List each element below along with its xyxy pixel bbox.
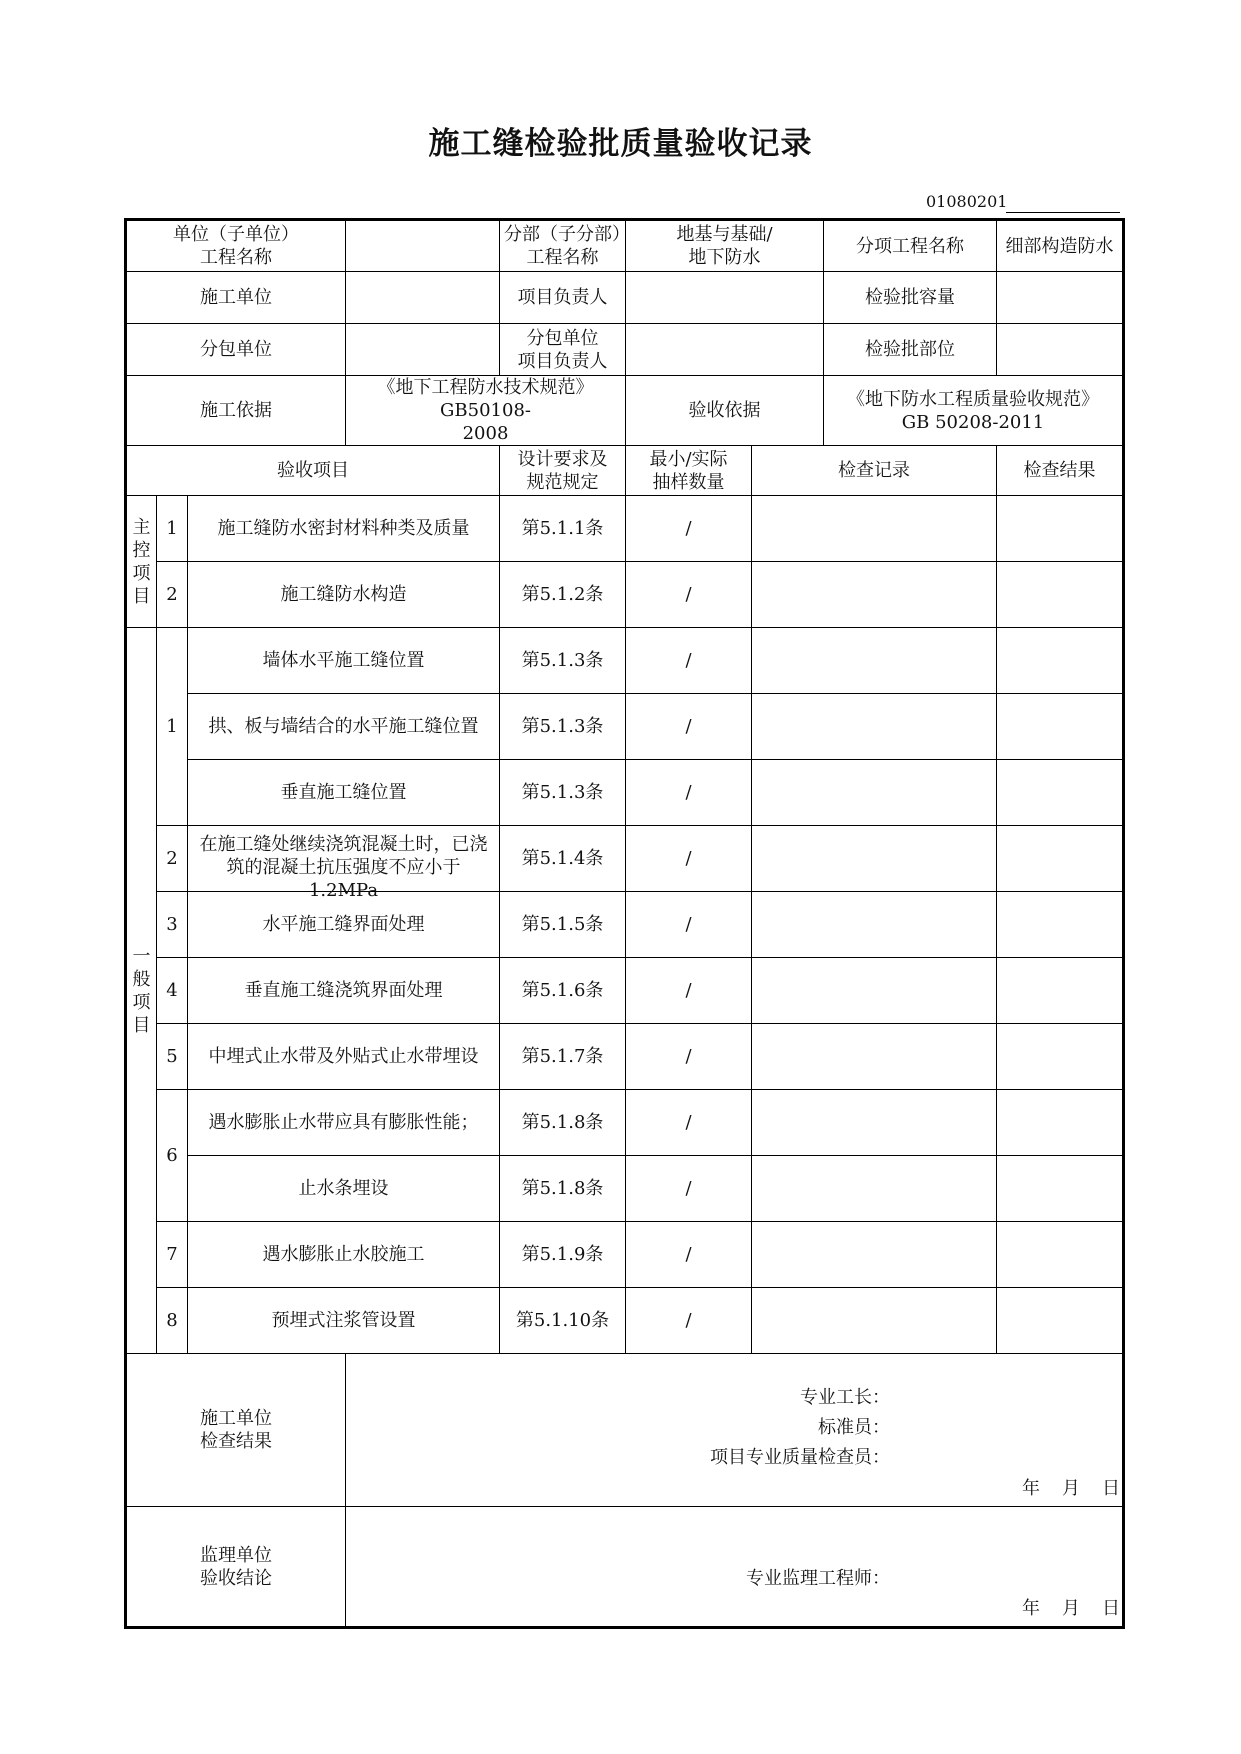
- table-row: [126, 694, 1124, 760]
- item-sample: /: [626, 694, 752, 760]
- table-row: [126, 1090, 1124, 1156]
- supervisor-check-row: [126, 1507, 1124, 1628]
- item-sample: /: [626, 496, 752, 562]
- header-row-2: [126, 272, 1124, 324]
- item-number: 8: [157, 1288, 188, 1354]
- general-group-label: 一 般 项 目: [126, 628, 157, 1354]
- subcontractor-manager-value[interactable]: [626, 324, 824, 376]
- item-result[interactable]: [997, 694, 1124, 760]
- subcontractor-value[interactable]: [346, 324, 500, 376]
- batch-capacity-value[interactable]: [997, 272, 1124, 324]
- item-clause: 第5.1.3条: [500, 694, 626, 760]
- item-sample: /: [626, 1222, 752, 1288]
- item-sample: /: [626, 628, 752, 694]
- item-result[interactable]: [997, 1222, 1124, 1288]
- table-row: [126, 826, 1124, 892]
- supervisor-check-area[interactable]: [346, 1507, 1124, 1628]
- item-sample: /: [626, 826, 752, 892]
- supervisor-check-label: 监理单位 验收结论: [126, 1507, 346, 1628]
- item-description: 垂直施工缝位置: [188, 760, 500, 826]
- item-result[interactable]: [997, 496, 1124, 562]
- item-sample: /: [626, 760, 752, 826]
- batch-location-value[interactable]: [997, 324, 1124, 376]
- contractor-check-label: 施工单位 检查结果: [126, 1354, 346, 1507]
- contractor-value[interactable]: [346, 272, 500, 324]
- col-acceptance-item: 验收项目: [126, 446, 500, 496]
- item-clause: 第5.1.2条: [500, 562, 626, 628]
- item-record[interactable]: [752, 826, 997, 892]
- standard-officer-label: 标准员：: [818, 1417, 891, 1438]
- form-code-underline: [1006, 212, 1120, 213]
- foreman-signature-label: 专业工长：: [800, 1387, 891, 1408]
- sub-item-name-label: 分项工程名称: [824, 220, 997, 272]
- item-clause: 第5.1.3条: [500, 760, 626, 826]
- item-result[interactable]: [997, 562, 1124, 628]
- item-number: 2: [157, 562, 188, 628]
- header-row-1: [126, 220, 1124, 272]
- item-record[interactable]: [752, 958, 997, 1024]
- item-sample: /: [626, 1090, 752, 1156]
- item-sample: /: [626, 1024, 752, 1090]
- item-number: 7: [157, 1222, 188, 1288]
- item-record[interactable]: [752, 694, 997, 760]
- quality-inspector-label: 项目专业质量检查员：: [710, 1447, 891, 1468]
- table-row: [126, 1024, 1124, 1090]
- item-description: 遇水膨胀止水带应具有膨胀性能；: [188, 1090, 500, 1156]
- item-number: 3: [157, 892, 188, 958]
- subcontractor-manager-label: 分包单位 项目负责人: [500, 324, 626, 376]
- division-name-value: 地基与基础/ 地下防水: [626, 220, 824, 272]
- batch-location-label: 检验批部位: [824, 324, 997, 376]
- item-clause: 第5.1.3条: [500, 628, 626, 694]
- item-number: 4: [157, 958, 188, 1024]
- item-number: 1: [157, 628, 188, 826]
- item-description: 预埋式注浆管设置: [188, 1288, 500, 1354]
- item-sample: /: [626, 958, 752, 1024]
- item-number: 1: [157, 496, 188, 562]
- item-description: 拱、板与墙结合的水平施工缝位置: [188, 694, 500, 760]
- contractor-check-area[interactable]: [346, 1354, 1124, 1507]
- unit-name-value[interactable]: [346, 220, 500, 272]
- item-result[interactable]: [997, 1024, 1124, 1090]
- table-row: [126, 1156, 1124, 1222]
- item-description: 墙体水平施工缝位置: [188, 628, 500, 694]
- item-description: 中埋式止水带及外贴式止水带埋设: [188, 1024, 500, 1090]
- item-record[interactable]: [752, 562, 997, 628]
- item-record[interactable]: [752, 892, 997, 958]
- item-number: 2: [157, 826, 188, 892]
- item-description: 水平施工缝界面处理: [188, 892, 500, 958]
- item-result[interactable]: [997, 628, 1124, 694]
- item-description: 止水条埋设: [188, 1156, 500, 1222]
- item-result[interactable]: [997, 1288, 1124, 1354]
- division-name-label: 分部（子分部） 工程名称: [500, 220, 626, 272]
- inspection-record-table: [124, 218, 1125, 1629]
- item-number: 6: [157, 1090, 188, 1222]
- table-row: [126, 1288, 1124, 1354]
- sub-item-name-value: 细部构造防水: [997, 220, 1124, 272]
- header-row-3: [126, 324, 1124, 376]
- table-row: [126, 892, 1124, 958]
- item-clause: 第5.1.4条: [500, 826, 626, 892]
- item-record[interactable]: [752, 1156, 997, 1222]
- contractor-label: 施工单位: [126, 272, 346, 324]
- acceptance-basis-value: 《地下防水工程质量验收规范》 GB 50208-2011: [824, 376, 1124, 446]
- subcontractor-label: 分包单位: [126, 324, 346, 376]
- item-result[interactable]: [997, 892, 1124, 958]
- item-description: 遇水膨胀止水胶施工: [188, 1222, 500, 1288]
- item-clause: 第5.1.9条: [500, 1222, 626, 1288]
- item-record[interactable]: [752, 1222, 997, 1288]
- item-record[interactable]: [752, 1288, 997, 1354]
- table-row: [126, 496, 1124, 562]
- supervising-engineer-label: 专业监理工程师：: [746, 1568, 891, 1589]
- item-record[interactable]: [752, 496, 997, 562]
- item-record[interactable]: [752, 628, 997, 694]
- item-clause: 第5.1.8条: [500, 1090, 626, 1156]
- item-sample: /: [626, 562, 752, 628]
- item-clause: 第5.1.1条: [500, 496, 626, 562]
- item-clause: 第5.1.10条: [500, 1288, 626, 1354]
- table-row: [126, 628, 1124, 694]
- item-clause: 第5.1.6条: [500, 958, 626, 1024]
- project-manager-value[interactable]: [626, 272, 824, 324]
- acceptance-basis-label: 验收依据: [626, 376, 824, 446]
- main-control-group-label: 主 控 项 目: [126, 496, 157, 628]
- item-description: 在施工缝处继续浇筑混凝土时，已浇筑的混凝土抗压强度不应小于1.2MPa: [188, 826, 500, 892]
- col-inspection-record: 检查记录: [752, 446, 997, 496]
- column-header-row: [126, 446, 1124, 496]
- item-record[interactable]: [752, 1024, 997, 1090]
- item-result[interactable]: [997, 760, 1124, 826]
- form-code: 01080201: [926, 192, 1008, 211]
- unit-name-label: 单位（子单位） 工程名称: [126, 220, 346, 272]
- item-description: 施工缝防水密封材料种类及质量: [188, 496, 500, 562]
- col-sample-quantity: 最小/实际 抽样数量: [626, 446, 752, 496]
- item-result[interactable]: [997, 826, 1124, 892]
- item-sample: /: [626, 892, 752, 958]
- item-result[interactable]: [997, 1156, 1124, 1222]
- table-row: [126, 1222, 1124, 1288]
- contractor-check-row: [126, 1354, 1124, 1507]
- item-clause: 第5.1.7条: [500, 1024, 626, 1090]
- col-inspection-result: 检查结果: [997, 446, 1124, 496]
- item-sample: /: [626, 1156, 752, 1222]
- item-description: 垂直施工缝浇筑界面处理: [188, 958, 500, 1024]
- item-clause: 第5.1.8条: [500, 1156, 626, 1222]
- contractor-date: 年 月 日: [1022, 1478, 1121, 1499]
- item-sample: /: [626, 1288, 752, 1354]
- construction-basis-value: 《地下工程防水技术规范》GB50108- 2008: [346, 376, 626, 446]
- item-record[interactable]: [752, 760, 997, 826]
- construction-basis-label: 施工依据: [126, 376, 346, 446]
- col-design-requirement: 设计要求及 规范规定: [500, 446, 626, 496]
- supervisor-date: 年 月 日: [1022, 1598, 1121, 1619]
- batch-capacity-label: 检验批容量: [824, 272, 997, 324]
- project-manager-label: 项目负责人: [500, 272, 626, 324]
- page-title: 施工缝检验批质量验收记录: [428, 126, 813, 162]
- header-row-4: [126, 376, 1124, 446]
- item-clause: 第5.1.5条: [500, 892, 626, 958]
- table-row: [126, 760, 1124, 826]
- item-result[interactable]: [997, 958, 1124, 1024]
- table-row: [126, 562, 1124, 628]
- item-number: 5: [157, 1024, 188, 1090]
- table-row: [126, 958, 1124, 1024]
- item-description: 施工缝防水构造: [188, 562, 500, 628]
- item-record[interactable]: [752, 1090, 997, 1156]
- item-result[interactable]: [997, 1090, 1124, 1156]
